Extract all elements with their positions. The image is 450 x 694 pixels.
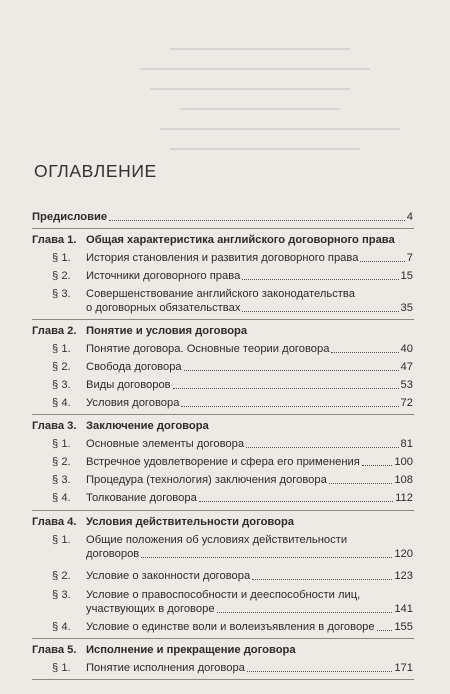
toc-entry [86,342,413,356]
page-number: 120 [394,548,413,560]
page-number: 35 [400,302,413,314]
toc-entry [86,396,413,410]
page-number: 4 [406,211,413,223]
section-number: § 3. [52,379,71,391]
page-number: 72 [400,397,413,409]
toc-entry [86,569,413,583]
page-number: 53 [400,379,413,391]
section-number: § 3. [52,474,71,486]
toc-entry [86,547,413,561]
entry-title: История становления и развития договорного права [86,252,359,264]
toc-entry-preface [32,210,413,224]
entry-title: Толкование договора [86,492,197,504]
page-number: 112 [395,492,413,504]
section-number: § 2. [52,570,71,582]
chapter-title: Исполнение и прекращение договора [86,644,296,656]
entry-title: участвующих в договоре [86,603,215,615]
leader-dots [141,557,392,558]
toc-entry [86,661,413,675]
section-number: § 1. [52,343,71,355]
entry-title: Понятие договора. Основные теории договора [86,343,330,355]
section-number: § 2. [52,361,71,373]
toc-entry [86,620,413,634]
toc-entry [86,251,413,265]
toc-entry [86,473,413,487]
section-number: § 4. [52,492,71,504]
chapter-number: Глава 1. [32,234,77,246]
leader-dots [217,612,393,613]
divider [32,510,414,511]
leader-dots [331,352,398,353]
entry-title: Понятие исполнения договора [86,662,245,674]
chapter-title: Общая характеристика английского договорного права [86,234,395,246]
divider [32,414,414,415]
section-number: § 1. [52,534,71,546]
section-number: § 1. [52,438,71,450]
leader-dots [242,279,398,280]
chapter-title: Понятие и условия договора [86,325,248,337]
leader-dots [247,671,392,672]
entry-title: Встречное удовлетворение и сфера его применения [86,456,360,468]
chapter-number: Глава 3. [32,420,77,432]
chapter-number: Глава 4. [32,516,77,528]
toc-entry [86,378,413,392]
leader-dots [181,406,398,407]
leader-dots [199,501,393,502]
toc-heading: ОГЛАВЛЕНИЕ [34,161,157,181]
leader-dots [184,370,399,371]
section-number: § 2. [52,456,71,468]
section-number: § 3. [52,288,71,300]
entry-title: Условия договора [86,397,180,409]
leader-dots [360,261,404,262]
entry-title: Условие о законности договора [86,570,251,582]
leader-dots [246,447,398,448]
entry-title-line1: Условие о правоспособности и дееспособности лиц, [86,589,361,601]
divider [32,638,414,639]
entry-title: Условие о единстве воли и волеизъявления в договоре [86,621,375,633]
section-number: § 4. [52,621,71,633]
page-number: 100 [394,456,413,468]
page-number: 108 [394,474,413,486]
toc-entry [86,269,413,283]
leader-dots [362,465,392,466]
entry-title: Предисловие [32,211,108,223]
page-number: 155 [394,621,413,633]
chapter-title: Заключение договора [86,420,209,432]
page-number: 40 [400,343,413,355]
chapter-title: Условия действительности договора [86,516,295,528]
divider [32,319,414,320]
page-number: 81 [400,438,413,450]
section-number: § 4. [52,397,71,409]
section-number: § 2. [52,270,71,282]
entry-title: Виды договоров [86,379,171,391]
entry-title-line1: Общие положения об условиях действительности [86,534,348,546]
divider [32,679,414,680]
toc-entry [86,455,413,469]
toc-entry [86,437,413,451]
toc-entry [86,602,413,616]
page-number: 47 [400,361,413,373]
page-number: 15 [400,270,413,282]
entry-title: о договорных обязательствах [86,302,241,314]
divider [32,228,414,229]
toc-entry [86,360,413,374]
entry-title-line1: Совершенствование английского законодательства [86,288,355,300]
chapter-number: Глава 2. [32,325,77,337]
entry-title: Основные элементы договора [86,438,245,450]
entry-title: Источники договорного права [86,270,241,282]
page-number: 123 [394,570,413,582]
leader-dots [109,220,405,221]
toc-entry [86,301,413,315]
entry-title: Свобода договора [86,361,182,373]
leader-dots [377,630,393,631]
section-number: § 1. [52,252,71,264]
page-number: 141 [394,603,413,615]
leader-dots [242,311,398,312]
page-number: 7 [406,252,413,264]
page-number: 171 [394,662,413,674]
toc-entry [86,491,413,505]
chapter-number: Глава 5. [32,644,77,656]
entry-title: договоров [86,548,140,560]
leader-dots [173,388,399,389]
leader-dots [329,483,393,484]
section-number: § 3. [52,589,71,601]
leader-dots [252,579,392,580]
entry-title: Процедура (технология) заключения договора [86,474,327,486]
section-number: § 1. [52,662,71,674]
